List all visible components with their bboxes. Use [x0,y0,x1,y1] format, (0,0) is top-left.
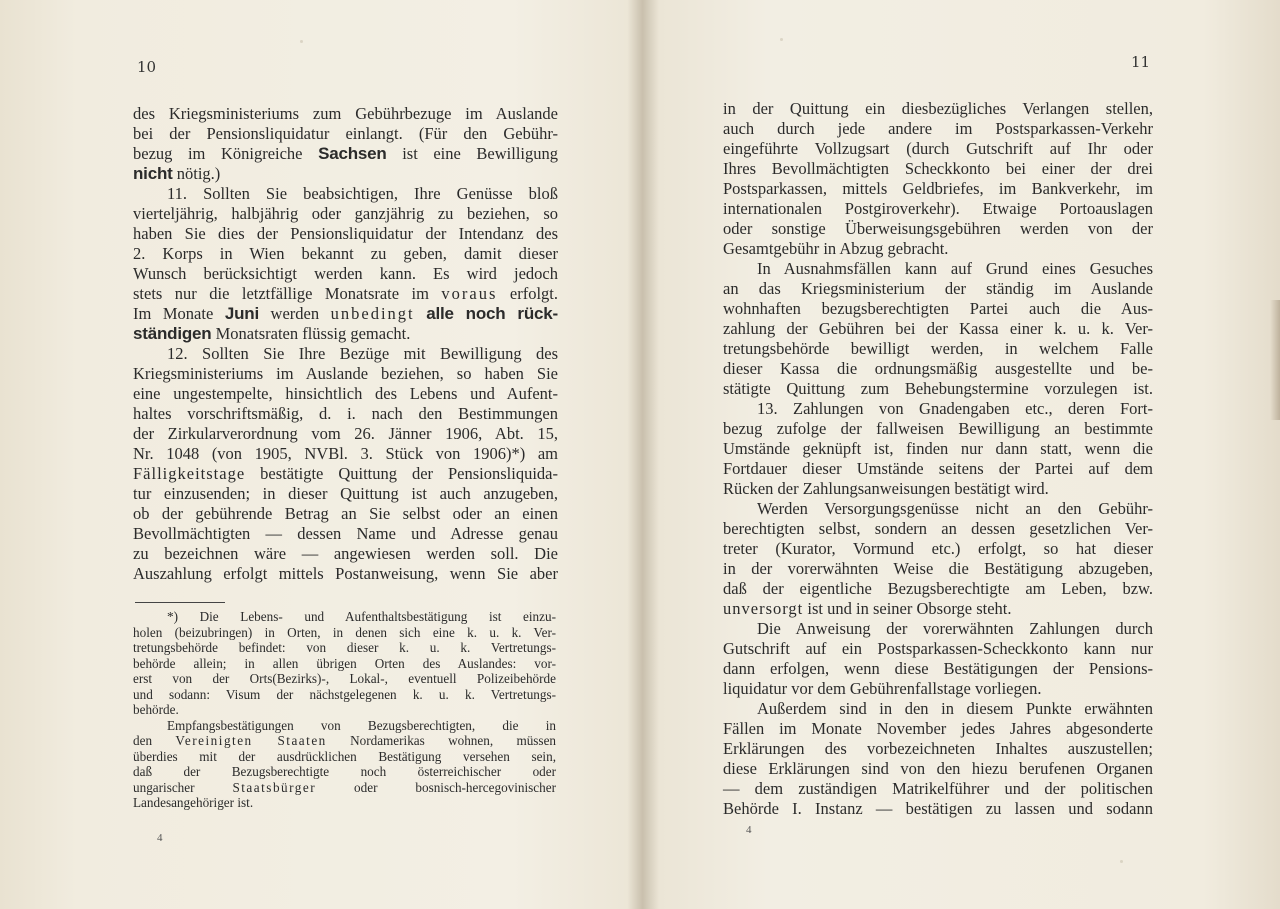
text-line: an das Kriegsministerium der ständig im Auslande [723,279,1153,298]
text-line: vierteljährig, halbjährig oder ganzjährig zu beziehen, so [133,204,558,223]
text-line: Außerdem sind in den in diesem Punkte erwähnten [757,699,1153,718]
text-line: bezug zufolge der fallweisen Bewilligung an bestimmte [723,419,1153,438]
text-line: in der vorerwähnten Weise die Bestätigung abzugeben, [723,559,1153,578]
text-line: auch durch jede andere im Postsparkassen-Verkehr [723,119,1153,138]
footnote-line: tretungsbehörde befindet: von dieser k. u. k. Vertretungs- [133,640,556,655]
bold-term: Juni [224,304,259,323]
text-line: unversorgt ist und in seiner Obsorge steht. [723,599,1012,618]
text-line: haben Sie dies der Pensionsliquidatur der Intendanz des [133,224,558,243]
text-line: der Zirkularverordnung vom 26. Jänner 1906, Abt. 15, [133,424,558,443]
text-line: eingeführte Vollzugsart (durch Gutschrift auf Ihr oder [723,139,1153,158]
footnote-line: Empfangsbestätigungen von Bezugsberechtigten, die in [167,717,556,733]
left-body-text [133,104,558,584]
text-line: Rücken der Zahlungsanweisungen bestätigt wird. [723,479,1049,498]
spaced-term: unversorgt [723,599,804,618]
text-line: Auszahlung erfolgt mittels Postanweisung, wenn Sie aber [133,564,558,583]
text-line: Wunsch berücksichtigt werden kann. Es wird jedoch [133,264,558,283]
text-line: Postsparkassen, mittels Geldbriefes, im Bankverkehr, im [723,179,1153,198]
text-line: Gesamtgebühr in Abzug gebracht. [723,239,949,258]
text-line: Werden Versorgungsgenüsse nicht an den Gebühr- [757,499,1153,518]
text-line: zu bezeichnen wäre — angewiesen werden soll. Die [133,544,558,563]
signature-mark: 4 [157,832,163,844]
footnote-line: den Vereinigten Staaten Nordamerikas wohnen, müssen [133,733,557,748]
text-line: Die Anweisung der vorerwähnten Zahlungen durch [757,619,1153,638]
text-line: Im Monate Juni werden unbedingt alle noch rück- [133,304,559,323]
text-line: eine ungestempelte, hinsichtlich des Lebens und Aufent- [133,384,558,403]
text-line: bezug im Königreiche Sachsen ist eine Bewilligung [133,144,558,163]
text-line: liquidatur vor dem Gebührenfallstage vorliegen. [723,679,1042,698]
text-line: internationalen Postgiroverkehr). Etwaige Portoauslagen [723,199,1153,218]
footnote-line: erst von der Orts(Bezirks)-, Lokal-, eventuell Polizeibehörde [133,671,556,686]
spaced-term: voraus [441,284,498,303]
text-line: dieser Kassa die ordnungsmäßig ausgestellte und be- [723,359,1153,378]
footnote-line: *) Die Lebens- und Aufenthaltsbestätigung ist einzu- [167,609,556,624]
text-line: nicht nötig.) [133,164,221,183]
footnote [133,609,556,811]
footnote-line: ungarischer Staatsbürger oder bosnisch-hercegovinischer [133,779,556,795]
text-line: daß der eigentliche Bezugsberechtigte am Leben, bzw. [723,579,1153,598]
text-line: Ihres Bevollmächtigten Scheckkonto bei einer der drei [723,159,1153,178]
text-line: Bevollmächtigten — dessen Name und Adresse genau [133,524,558,543]
text-line: bei der Pensionsliquidatur einlangt. (Für den Gebühr- [133,124,558,143]
bold-term: alle noch rück- [426,304,559,323]
footnote-line: und sodann: Visum der nächstgelegenen k. u. k. Vertretungs- [133,686,556,702]
text-line: Gutschrift auf ein Postsparkassen-Scheckkonto kann nur [723,639,1153,658]
spaced-term: Vereinigten Staaten [175,733,327,748]
spaced-term: Staatsbürger [232,779,317,795]
text-line: stets nur die letztfällige Monatsrate im voraus erfolgt. [133,284,558,303]
text-line: Fortdauer dieser Umstände seitens der Partei auf dem [723,459,1153,478]
text-line: Behörde I. Instanz — bestätigen zu lassen und sodann [723,799,1153,818]
footnote-line: Landesangehöriger ist. [133,795,254,810]
page-number: 11 [1131,53,1151,71]
footnote-line: holen (beizubringen) in Orten, in denen sich eine k. u. k. Ver- [133,624,556,640]
text-line: in der Quittung ein diesbezügliches Verlangen stellen, [723,99,1153,118]
bold-term: ständigen [133,324,212,343]
text-line: — dem zuständigen Matrikelführer und der politischen [723,779,1153,798]
spaced-term: Fälligkeitstage [133,464,246,483]
page-number: 10 [137,58,157,76]
text-line: ob der gebührende Betrag an Sie selbst oder an einen [133,504,558,523]
text-line: des Kriegsministeriums zum Gebührbezuge im Auslande [133,104,558,123]
bold-term: nicht [133,164,173,183]
signature-mark: 4 [746,824,752,836]
text-line: Umstände geknüpft ist, finden nur dann statt, wenn die [723,439,1153,458]
text-line: 2. Korps in Wien bekannt zu geben, damit dieser [133,244,558,263]
text-line: ständigen Monatsraten flüssig gemacht. [133,324,411,343]
text-line: wohnhaften bezugsberechtigten Partei auch die Aus- [723,299,1153,318]
text-line: Fälligkeitstage bestätigte Quittung der Pensionsliquida- [133,464,558,483]
spaced-term: unbedingt [330,304,415,323]
paragraph-12-start: 12. Sollten Sie Ihre Bezüge mit Bewilligung des [167,344,558,363]
text-line: zahlung der Gebühren bei der Kassa einer k. u. k. Ver- [723,319,1153,338]
text-line: oder sonstige Überweisungsgebühren werden von der [723,219,1153,238]
footnote-line: behörde. [133,702,179,717]
text-line: Fällen im Monate November jedes Jahres abgesonderte [723,719,1153,738]
text-line: Nr. 1048 (von 1905, NVBl. 3. Stück von 1906)*) am [133,444,558,463]
text-line: stätigte Quittung zum Behebungstermine vorzulegen ist. [723,379,1153,398]
text-line: diese Erklärungen sind von den hiezu berufenen Organen [723,759,1153,778]
paragraph-13-start: 13. Zahlungen von Gnadengaben etc., deren Fort- [757,399,1153,418]
text-line: Kriegsministeriums im Auslande beziehen, so haben Sie [133,364,558,383]
text-line: dann erfolgen, wenn diese Bestätigungen der Pensions- [723,659,1153,678]
text-line: In Ausnahmsfällen kann auf Grund eines Gesuches [757,259,1153,278]
footnote-rule [135,602,225,603]
right-page [642,0,1280,909]
text-line: Erklärungen des vorbezeichneten Inhaltes auszustellen; [723,739,1153,758]
footnote-line: überdies mit der ausdrücklichen Bestätigung versehen sein, [133,748,556,764]
text-line: berechtigten selbst, sondern an dessen gesetzlichen Ver- [723,519,1153,538]
footnote-line: behörde allein; in allen übrigen Orten des Auslandes: vor- [133,655,556,671]
right-body-text [723,99,1153,819]
text-line: tur einzusenden; in dieser Quittung ist auch anzugeben, [133,484,558,503]
footnote-line: daß der Bezugsberechtigte noch österreichischer oder [133,764,556,779]
text-line: treter (Kurator, Vormund etc.) erfolgt, so hat dieser [723,539,1153,558]
bold-term: Sachsen [318,144,387,163]
text-line: tretungsbehörde bewilligt werden, in welchem Falle [723,339,1153,358]
paragraph-11-start: 11. Sollten Sie beabsichtigen, Ihre Genüsse bloß [167,184,558,203]
text-line: haltes vorschriftsmäßig, d. i. nach den Bestimmungen [133,404,558,423]
